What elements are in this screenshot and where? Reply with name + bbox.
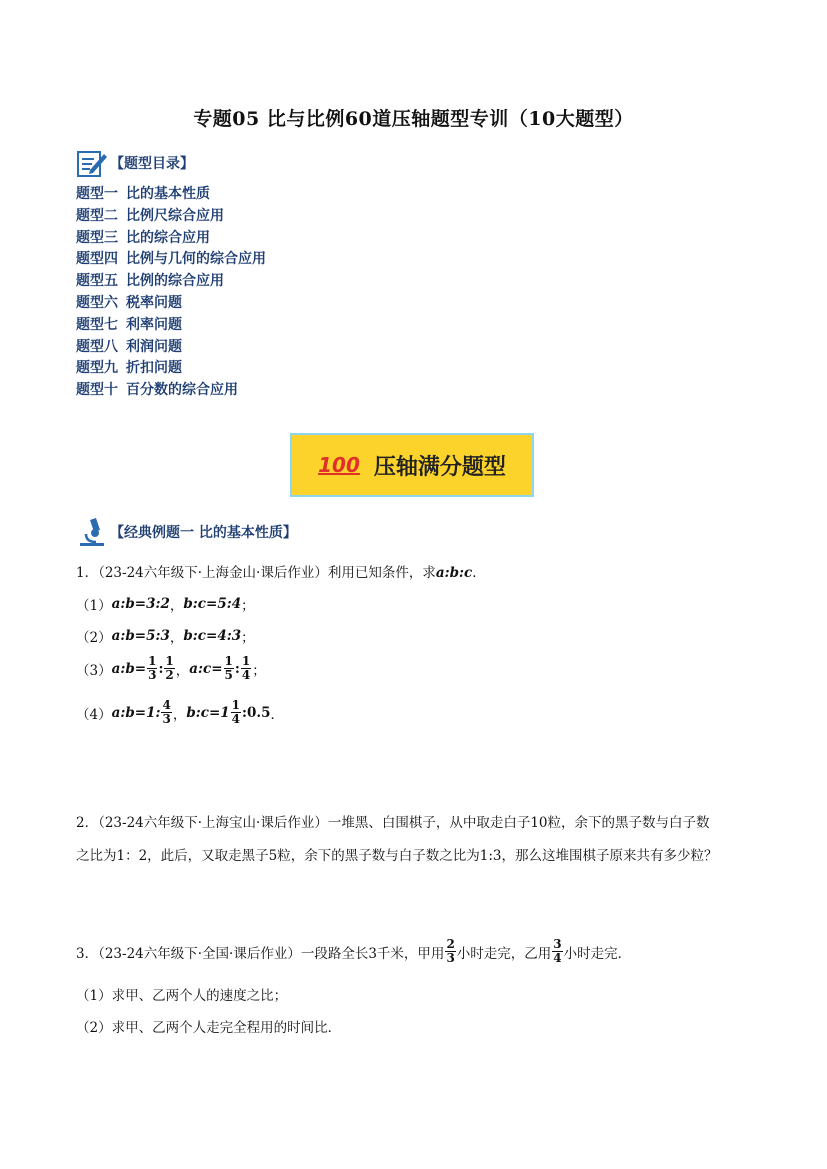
notebook-pencil-icon: [76, 148, 108, 178]
question-1-stem: 1．（23-24六年级下·上海金山·课后作业）利用已知条件，求a:b:c．: [76, 565, 486, 581]
toc-item[interactable]: 题型一 比的基本性质: [76, 186, 210, 202]
section-heading-label: 【经典例题一 比的基本性质】: [110, 525, 297, 541]
toc-heading: [76, 148, 194, 178]
section-heading: [76, 516, 297, 548]
toc-item[interactable]: 题型七 利率问题: [76, 316, 182, 333]
full-score-banner: [290, 433, 534, 497]
question-1-part-2: （2） a:b=5:3 ， b:c=4:3 ；: [76, 628, 255, 646]
toc-item[interactable]: 题型四 比例与几何的综合应用: [76, 251, 266, 268]
toc-item[interactable]: 题型八 利润问题: [76, 338, 182, 355]
question-1-part-1: （1） a:b=3:2 ， b:c=5:4 ；: [76, 596, 255, 614]
banner-text: 压轴满分题型: [373, 454, 506, 480]
microscope-icon: [76, 516, 108, 548]
question-3-stem: 3．（23-24六年级下·全国·课后作业）一段路全长3千米，甲用 $\frac{2}{3}$ 小时走完，乙用 $\frac{3}{4}$ 小时走完．: [76, 937, 632, 965]
question-3-part-2: （2）求甲、乙两个人走完全程用的时间比．: [76, 1020, 342, 1036]
question-2-line-2: 之比为1：2，此后，又取走黑子5粒，余下的黑子数与白子数之比为1:3，那么这堆围棋子原来共有多少粒？: [76, 848, 718, 864]
toc-item[interactable]: 题型三 比的综合应用: [76, 229, 210, 246]
toc-item[interactable]: 题型二 比例尺综合应用: [76, 207, 224, 224]
toc-item[interactable]: 题型九 折扣问题: [76, 360, 182, 377]
toc-item[interactable]: 题型六 税率问题: [76, 294, 182, 311]
question-1-part-3: （3） a:b= $\frac{1}{3}$ : $\frac{1}{2}$ ， a:c= $\frac{1}{5}$ : $\frac{1}{4}$ ；: [76, 654, 266, 682]
toc-heading-label: 【题型目录】: [110, 156, 194, 172]
toc-list: [76, 184, 266, 402]
toc-item[interactable]: 题型十 百分数的综合应用: [76, 382, 238, 399]
question-1-part-4: （4） a:b=1: $\frac{4}{3}$ ， b:c=1 $\frac{1}{4}$ :0.5 ．: [76, 698, 285, 726]
toc-item[interactable]: 题型五 比例的综合应用: [76, 273, 224, 290]
page-title: 专题05 比与比例60道压轴题型专训（10大题型）: [193, 108, 634, 130]
question-2-line-1: 2．（23-24六年级下·上海宝山·课后作业）一堆黑、白围棋子，从中取走白子10粒，余下的黑子数与白子数: [76, 815, 710, 831]
question-3-part-1: （1）求甲、乙两个人的速度之比；: [76, 988, 288, 1004]
hundred-points-icon: 100: [318, 453, 360, 477]
